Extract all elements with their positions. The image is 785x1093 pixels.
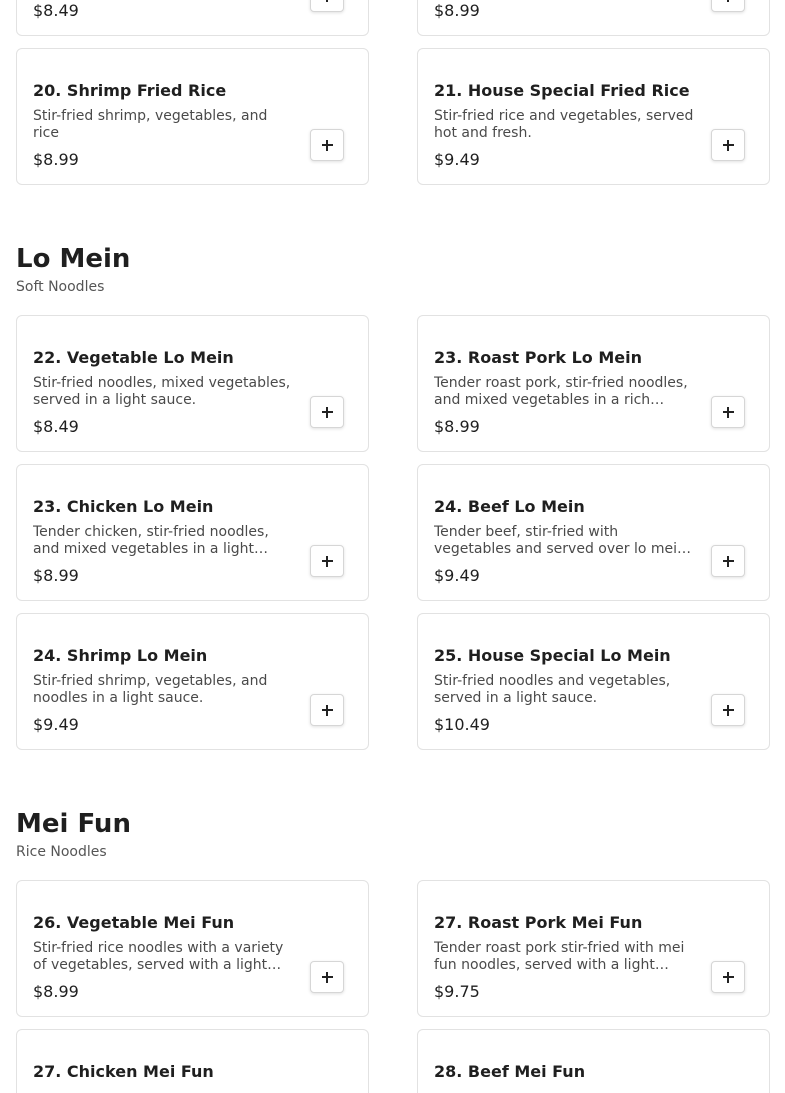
plus-icon [322, 0, 333, 2]
item-price: $8.99 [434, 417, 480, 436]
item-name: 24. Shrimp Lo Mein [33, 646, 208, 665]
item-name: 26. Vegetable Mei Fun [33, 913, 235, 932]
item-name: 28. Beef Mei Fun [434, 1062, 586, 1081]
menu-item-card [16, 315, 369, 452]
menu-item-card [417, 880, 770, 1017]
item-price: $9.49 [434, 566, 480, 585]
add-to-cart-button[interactable] [711, 129, 745, 161]
item-description: Stir-fried noodles, mixed vegetables, served in a light sauce. [33, 375, 291, 408]
add-to-cart-button[interactable] [711, 545, 745, 577]
menu-item-card [417, 48, 770, 185]
item-description: Tender chicken, stir-fried noodles, and mixed vegetables in a light… [33, 524, 269, 557]
item-price: $9.75 [434, 982, 480, 1001]
menu-item-card [417, 315, 770, 452]
item-price: $8.49 [33, 1, 79, 20]
menu-item-card [16, 1029, 369, 1093]
item-description: Stir-fried rice and vegetables, served hot and fresh. [434, 108, 694, 141]
menu-item-card [16, 48, 369, 185]
plus-icon [322, 556, 333, 567]
plus-icon [723, 705, 734, 716]
item-price: $10.49 [434, 715, 490, 734]
item-price: $8.99 [434, 1, 480, 20]
item-description: Stir-fried rice noodles with a variety of vegetables, served with a light… [33, 940, 284, 973]
add-to-cart-button[interactable] [310, 129, 344, 161]
item-description: Stir-fried shrimp, vegetables, and noodles in a light sauce. [33, 673, 268, 706]
plus-icon [723, 407, 734, 418]
plus-icon [723, 972, 734, 983]
item-description: Tender roast pork, stir-fried noodles, and mixed vegetables in a rich… [434, 375, 688, 408]
plus-icon [723, 556, 734, 567]
menu-item-card [417, 613, 770, 750]
menu-item-card [16, 880, 369, 1017]
add-to-cart-button[interactable] [711, 694, 745, 726]
add-to-cart-button[interactable] [310, 694, 344, 726]
add-to-cart-button[interactable] [310, 396, 344, 428]
item-price: $8.99 [33, 566, 79, 585]
menu-item-card [16, 613, 369, 750]
item-price: $8.49 [33, 417, 79, 436]
item-name: 27. Chicken Mei Fun [33, 1062, 214, 1081]
menu-item-card [16, 464, 369, 601]
plus-icon [322, 972, 333, 983]
item-price: $8.99 [33, 150, 79, 169]
add-to-cart-button[interactable] [310, 0, 344, 12]
menu-item-card [417, 464, 770, 601]
item-price: $8.99 [33, 982, 79, 1001]
item-name: 22. Vegetable Lo Mein [33, 348, 234, 367]
item-name: 20. Shrimp Fried Rice [33, 81, 227, 100]
item-name: 27. Roast Pork Mei Fun [434, 913, 643, 932]
item-name: 21. House Special Fried Rice [434, 81, 690, 100]
plus-icon [322, 407, 333, 418]
menu-item-card [16, 0, 369, 36]
item-name: 23. Roast Pork Lo Mein [434, 348, 642, 367]
item-description: Tender beef, stir-fried with vegetables and served over lo mei… [434, 524, 692, 557]
menu-item-card [417, 0, 770, 36]
section-subtitle: Soft Noodles [16, 279, 105, 295]
add-to-cart-button[interactable] [711, 0, 745, 12]
item-description: Stir-fried noodles and vegetables, served in a light sauce. [434, 673, 671, 706]
item-price: $9.49 [434, 150, 480, 169]
item-description: Tender roast pork stir-fried with mei fun noodles, served with a light… [434, 940, 685, 973]
section-title: Mei Fun [16, 809, 131, 839]
item-description: Stir-fried shrimp, vegetables, and rice [33, 108, 268, 141]
add-to-cart-button[interactable] [310, 961, 344, 993]
add-to-cart-button[interactable] [711, 396, 745, 428]
section-subtitle: Rice Noodles [16, 844, 107, 860]
plus-icon [723, 0, 734, 2]
section-title: Lo Mein [16, 244, 131, 274]
menu-item-card [417, 1029, 770, 1093]
item-name: 25. House Special Lo Mein [434, 646, 671, 665]
item-name: 24. Beef Lo Mein [434, 497, 585, 516]
plus-icon [322, 705, 333, 716]
add-to-cart-button[interactable] [711, 961, 745, 993]
plus-icon [723, 140, 734, 151]
item-name: 23. Chicken Lo Mein [33, 497, 214, 516]
add-to-cart-button[interactable] [310, 545, 344, 577]
item-price: $9.49 [33, 715, 79, 734]
plus-icon [322, 140, 333, 151]
